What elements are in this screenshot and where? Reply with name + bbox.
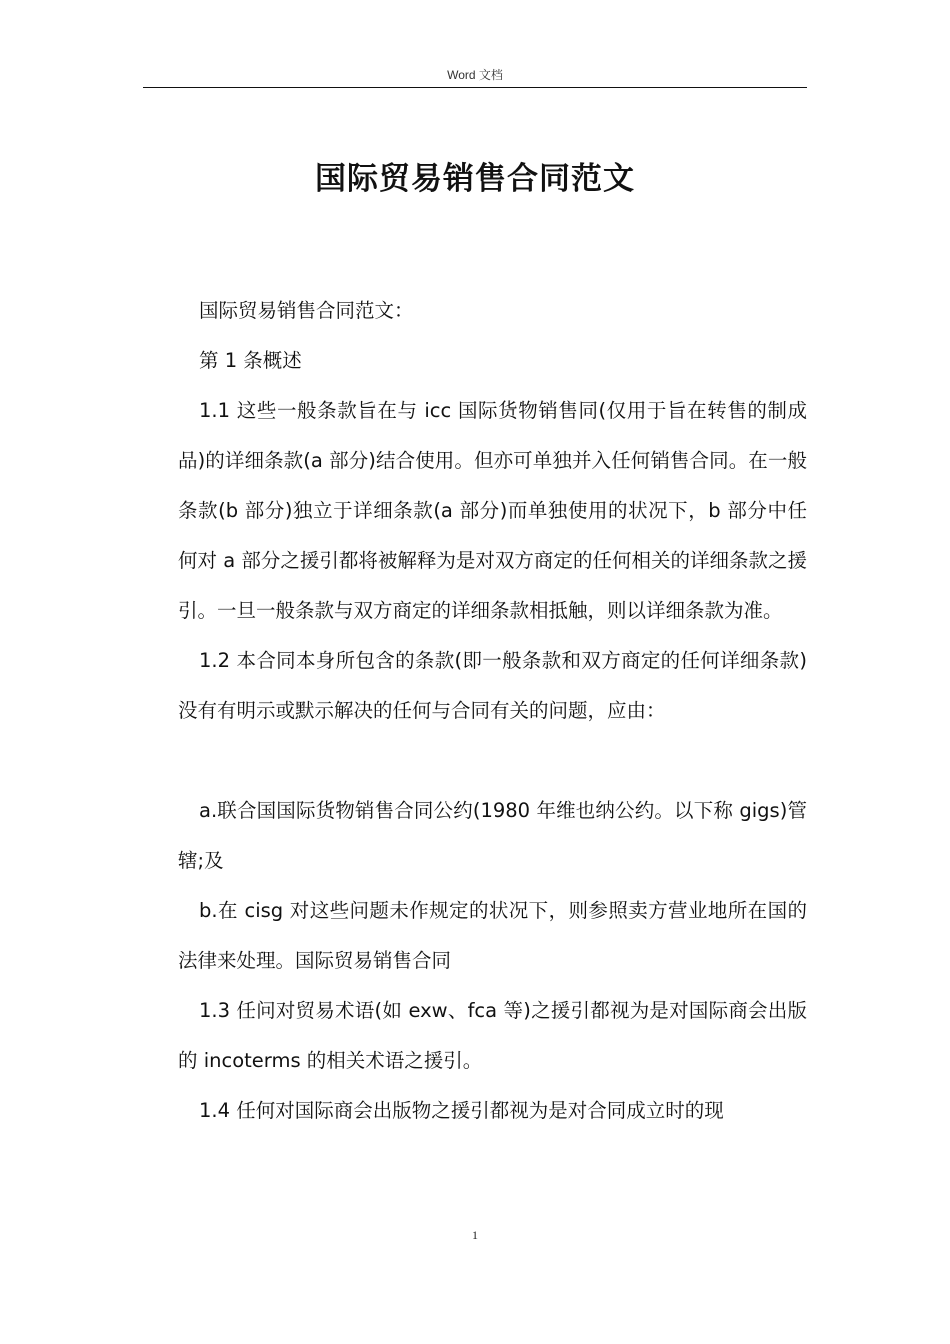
blank-line [178,736,807,786]
page-number: 1 [472,1228,478,1242]
document-body [178,286,807,1136]
paragraph-article-1-heading: 第 1 条概述 [199,349,302,372]
header-divider [143,87,807,88]
paragraph-1-2: 1.2 本合同本身所包含的条款(即一般条款和双方商定的任何详细条款)没有有明示或默示解决的任何与合同有关的问题，应由： [178,649,807,722]
paragraph-1-1: 1.1 这些一般条款旨在与 icc 国际货物销售同(仅用于旨在转售的制成品)的详细条款(a 部分)结合使用。但亦可单独并入任何销售合同。在一般条款(b 部分)独立于详细条款(a 部分)而单独使用的状况下，b 部分中任何对 a 部分之援引都将被解释为是对双方商定的任何相关的详细条款之援引。一旦一般条款与双方商定的详细条款相抵触，则以详细条款为准。 [178,399,807,622]
paragraph-item-a: a.联合国国际货物销售合同公约(1980 年维也纳公约。以下称 gigs)管辖;及 [178,799,807,872]
paragraph-intro: 国际贸易销售合同范文： [199,299,414,322]
paragraph-item-b: b.在 cisg 对这些问题未作规定的状况下，则参照卖方营业地所在国的法律来处理。国际贸易销售合同 [178,899,807,972]
document-title: 国际贸易销售合同范文 [315,161,635,197]
page-header: Word 文档 [447,68,503,82]
paragraph-1-4: 1.4 任何对国际商会出版物之援引都视为是对合同成立时的现 [199,1099,724,1122]
paragraph-1-3: 1.3 任问对贸易术语(如 exw、fca 等)之援引都视为是对国际商会出版的 incoterms 的相关术语之援引。 [178,999,807,1072]
